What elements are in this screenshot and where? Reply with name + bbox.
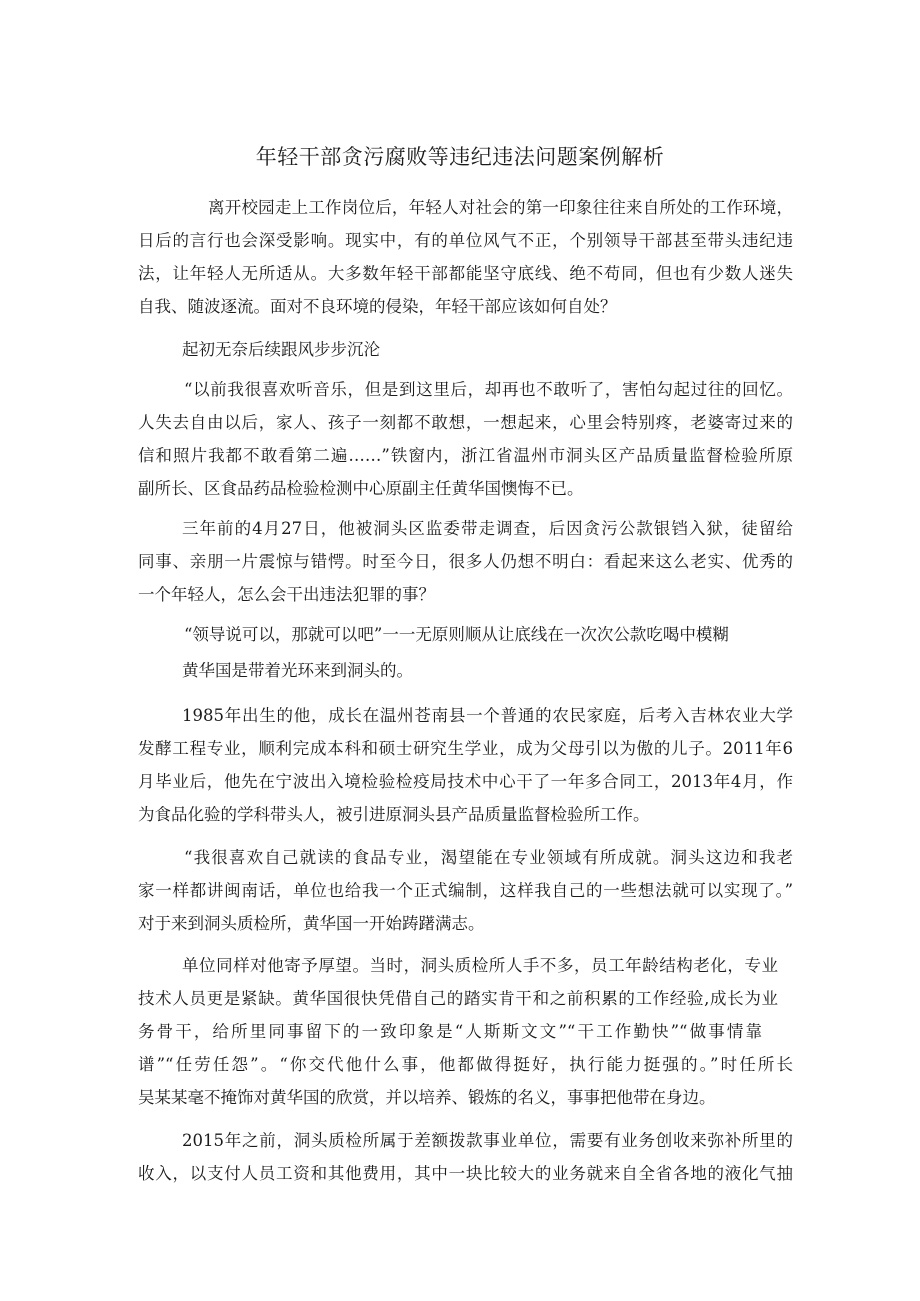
paragraph-line: 吴某某毫不掩饰对黄华国的欣赏，并以培养、锻炼的名义，事事把他带在身边。 <box>138 1088 716 1107</box>
paragraph-line: 2015年之前，洞头质检所属于差额拨款事业单位，需要有业务创收来弥补所里的 <box>182 1131 793 1150</box>
paragraph-line: “以前我很喜欢听音乐，但是到这里后，却再也不敢听了，害怕勾起过往的回忆。 <box>184 380 793 399</box>
paragraph-line: 家一样都讲闽南话，单位也给我一个正式编制，这样我自己的一些想法就可以实现了。” <box>138 881 793 900</box>
paragraph-line: 同事、亲朋一片震惊与错愕。时至今日，很多人仍想不明白：看起来这么老实、优秀的 <box>138 552 793 571</box>
document-title: 年轻干部贪污腐败等违纪违法问题案例解析 <box>255 145 665 169</box>
paragraph-line: 收入，以支付人员工资和其他费用，其中一块比较大的业务就来自全省各地的液化气抽 <box>138 1164 793 1183</box>
paragraph-line: 为食品化验的学科带头人，被引进原洞头县产品质量监督检验所工作。 <box>138 805 650 824</box>
paragraph-line: 副所长、区食品药品检验检测中心原副主任黄华国懊悔不已。 <box>138 479 584 498</box>
paragraph-line: 技术人员更是紧缺。黄华国很快凭借自己的踏实肯干和之前积累的工作经验,成长为业 <box>138 989 778 1008</box>
paragraph-line: “我很喜欢自己就读的食品专业，渴望能在专业领域有所成就。洞头这边和我老 <box>184 848 793 867</box>
paragraph-line: 离开校园走上工作岗位后，年轻人对社会的第一印象往往来自所处的工作环境， <box>208 198 793 217</box>
paragraph-line: 谱”“任劳任怨”。“你交代他什么事，他都做得挺好，执行能力挺强的。”时任所长 <box>138 1055 793 1074</box>
paragraph-line: 日后的言行也会深受影响。现实中，有的单位风气不正，个别领导干部甚至带头违纪违 <box>138 231 793 250</box>
paragraph-line: 1985年出生的他，成长在温州苍南县一个普通的农民家庭，后考入吉林农业大学 <box>182 706 793 725</box>
paragraph-line: 对于来到洞头质检所，黄华国一开始踌躇满志。 <box>138 914 485 933</box>
section-heading: 起初无奈后续跟风步步沉沦 <box>182 340 380 359</box>
paragraph-line: 人失去自由以后，家人、孩子一刻都不敢想，一想起来，心里会特别疼，老婆寄过来的 <box>138 413 793 432</box>
paragraph-line: 黄华国是带着光环来到洞头的。 <box>182 661 413 680</box>
section-heading: “领导说可以，那就可以吧”一一无原则顺从让底线在一次次公款吃喝中模糊 <box>184 625 729 644</box>
paragraph-line: 法，让年轻人无所适从。大多数年轻干部都能坚守底线、绝不苟同，但也有少数人迷失 <box>138 264 793 283</box>
paragraph-line: 一个年轻人，怎么会干出违法犯罪的事？ <box>138 585 435 604</box>
paragraph-line: 单位同样对他寄予厚望。当时，洞头质检所人手不多，员工年龄结构老化，专业 <box>182 956 778 975</box>
paragraph-line: 务骨干，给所里同事留下的一致印象是“人斯斯文文”“干工作勤快”“做事情靠 <box>138 1022 762 1041</box>
paragraph-line: 自我、随波逐流。面对不良环境的侵染，年轻干部应该如何自处？ <box>138 297 617 316</box>
paragraph-line: 发酵工程专业，顺利完成本科和硕士研究生学业，成为父母引以为傲的儿子。2011年6 <box>138 739 793 758</box>
paragraph-line: 信和照片我都不敢看第二遍……”铁窗内，浙江省温州市洞头区产品质量监督检验所原 <box>138 446 793 465</box>
paragraph-line: 月毕业后，他先在宁波出入境检验检疫局技术中心干了一年多合同工，2013年4月，作 <box>138 772 793 791</box>
paragraph-line: 三年前的4月27日，他被洞头区监委带走调查，后因贪污公款银铛入狱，徒留给 <box>182 519 793 538</box>
